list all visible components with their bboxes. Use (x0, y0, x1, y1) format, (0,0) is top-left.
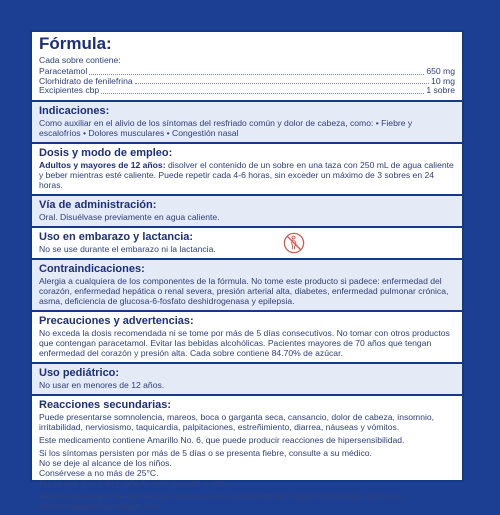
precauciones-section (32, 312, 462, 364)
dosis-heading: Dosis y modo de empleo: (39, 146, 173, 159)
dosis-text (39, 160, 455, 190)
ingredient-name: Clorhidrato de fenilefrina (39, 75, 133, 86)
embarazo-section (32, 228, 462, 260)
via-text: Oral. Disuélvase previamente en agua caliente. (39, 211, 220, 222)
warning-line: Consérvese a no más de 25°C. (39, 467, 159, 478)
contraindicaciones-text: Alergia a cualquiera de los componentes de la fórmula. No tome este producto si padece: enfermedad del corazón, enfermedad hepática o renal severa, presión arterial alta, diabetes, enfermedad pulmonar crónica, asma, deficiencia de glucosa-6-fosfato deshidrogenasa y epilepsia. (39, 275, 449, 306)
contraindicaciones-section (32, 260, 462, 312)
embarazo-text: No se use durante el embarazo ni la lactancia. (39, 243, 216, 254)
via-section (32, 196, 462, 228)
formula-row (39, 86, 455, 96)
ingredient-name: Excipientes cbp (39, 85, 100, 96)
embarazo-heading: Uso en embarazo y lactancia: (39, 230, 194, 243)
pediatrico-section (32, 364, 462, 396)
dot-leader (101, 92, 424, 94)
dosis-body: disolver el contenido de un sobre en una taza con 250 mL de agua caliente y beber mientras esté caliente. Puede repetir cada 4-6 horas, sin exceder un máximo de 3 sobres en 24 horas. (39, 159, 454, 190)
ingredient-amount: 650 mg (426, 66, 455, 76)
reacciones-text-1: Puede presentarse somnolencia, mareos, boca o garganta seca, cansancio, dolor de cabeza, insomnio, irritabilidad, nerviosismo, taquicardia, palpitaciones, estreñimiento, diarrea, náuseas y vómitos. (39, 411, 435, 432)
indicaciones-heading: Indicaciones: (39, 104, 110, 117)
ingredient-name: Paracetamol (39, 66, 88, 76)
reacciones-text-2: Este medicamento contiene Amarillo No. 6, que puede producir reacciones de hipersensibilidad. (39, 434, 405, 445)
pediatrico-heading: Uso pediátrico: (39, 366, 120, 379)
formula-section (32, 32, 462, 102)
formula-intro: Cada sobre contiene: (39, 55, 121, 65)
formula-row (39, 77, 455, 87)
dot-leader (135, 82, 429, 84)
indicaciones-section (32, 102, 462, 144)
warning-line: No se use si el sobre sellado está rasgado o roto. (39, 477, 228, 488)
via-heading: Vía de administración: (39, 198, 157, 211)
leaflet-panel (30, 30, 464, 511)
reacciones-section (32, 396, 462, 515)
warning-line: Si los síntomas persisten por más de 5 días o se presenta fiebre, consulte a su médico. (39, 447, 372, 458)
reacciones-heading: Reacciones secundarias: (39, 398, 172, 411)
ingredient-amount: 1 sobre (426, 85, 455, 96)
report-contact-text: Reporte las sospechas de reacción adversa a los correos farmacovigilancia@cofepris.gob.mx y farmacovigilancia.mx@gsk.com (39, 490, 403, 511)
warning-line: No se deje al alcance de los niños. (39, 457, 172, 468)
contraindicaciones-heading: Contraindicaciones: (39, 262, 145, 275)
no-pregnancy-icon (283, 232, 305, 254)
warnings-list (39, 448, 455, 488)
precauciones-heading: Precauciones y advertencias: (39, 314, 194, 327)
pediatrico-text: No usar en menores de 12 años. (39, 379, 165, 390)
dosis-section (32, 144, 462, 196)
precauciones-text: No exceda la dosis recomendada ni se tome por más de 5 días consecutivos. No tomar con otros productos que contengan paracetamol. Evitar las bebidas alcohólicas. Pacientes mayores de 70 años que tengan enfermedad del corazón y presión alta. Cada sobre contiene 84.70% de azúcar. (39, 327, 450, 358)
formula-title: Fórmula: (39, 34, 112, 53)
indicaciones-text: Como auxiliar en el alivio de los síntomas del resfriado común y dolor de cabeza, como: • Fiebre y escalofríos • Dolores musculares • Congestión nasal (39, 117, 413, 138)
dot-leader (89, 73, 424, 75)
ingredient-amount: 10 mg (431, 75, 455, 86)
dosis-bold-label: Adultos y mayores de 12 años: (39, 159, 166, 170)
